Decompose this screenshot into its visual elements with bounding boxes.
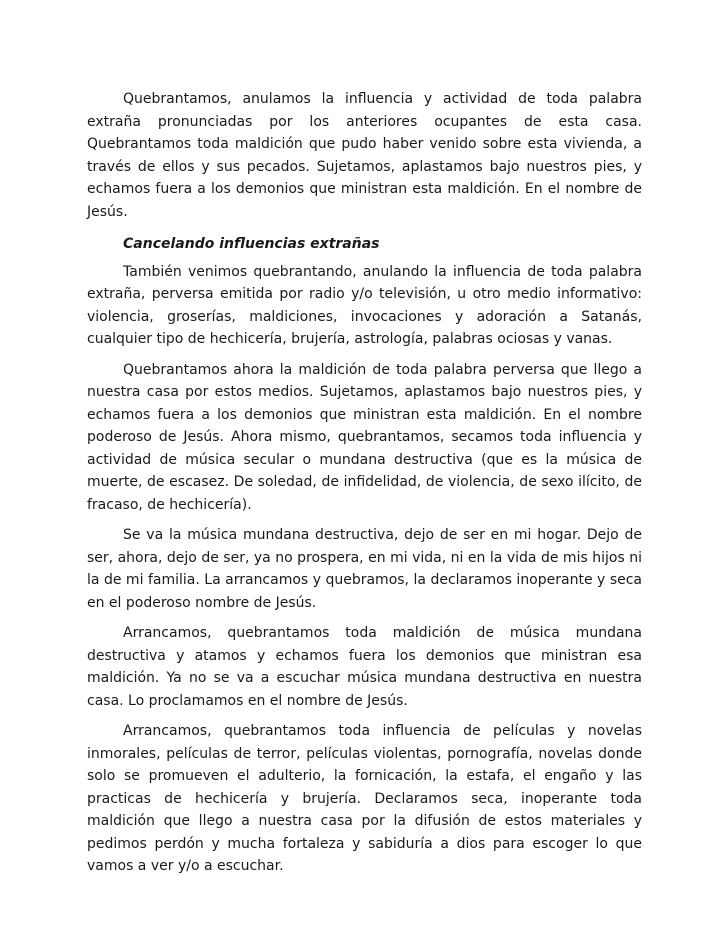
body-paragraph-4: Arrancamos, quebrantamos toda maldición de música mundana destructiva y atamos y echamos fuera los demonios que ministran esa maldición. Ya no se va a escuchar música mundana destructiva en nuestra casa. Lo proclamamos en el nombre de Jesús.: [87, 625, 642, 709]
intro-block: [87, 88, 642, 223]
body-paragraph-1: También venimos quebrantando, anulando la influencia de toda palabra extraña, perversa emitida por radio y/o televisión, u otro medio informativo: violencia, groserías, maldiciones, invocaciones y adoración a Satanás, cualquier tipo de hechicería, brujería, astrología, palabras ociosas y vanas.: [87, 263, 642, 347]
body-paragraph-5: Arrancamos, quebrantamos toda influencia de películas y novelas inmorales, películas de terror, películas violentas, pornografía, novelas donde solo se promueven el adulterio, la fornicación, la estafa, el engaño y las practicas de hechicería y brujería. Declaramos seca, inoperante toda maldición que llego a nuestra casa por la difusión de estos materiales y pedimos perdón y mucha fortaleza y sabiduría a dios para escoger lo que vamos a ver y/o a escuchar.: [87, 723, 642, 874]
body-paragraph-2: Quebrantamos ahora la maldición de toda palabra perversa que llego a nuestra casa por estos medios. Sujetamos, aplastamos bajo nuestros pies, y echamos fuera a los demonios que ministran esta maldición. En el nombre poderoso de Jesús. Ahora mismo, quebrantamos, secamos toda influencia y actividad de música secular o mundana destructiva (que es la música de muerte, de escasez. De soledad, de infidelidad, de violencia, de sexo ilícito, de fracaso, de hechicería).: [87, 361, 642, 513]
body-paragraph-3: Se va la música mundana destructiva, dejo de ser en mi hogar. Dejo de ser, ahora, dejo de ser, ya no prospera, en mi vida, ni en la vida de mis hijos ni la de mi familia. La arrancamos y quebramos, la declaramos inoperante y seca en el poderoso nombre de Jesús.: [87, 527, 642, 611]
intro-paragraph: Quebrantamos, anulamos la influencia y actividad de toda palabra extraña pronunciadas por los anteriores ocupantes de esta casa. Quebrantamos toda maldición que pudo haber venido sobre esta vivienda, a través de ellos y sus pecados. Sujetamos, aplastamos bajo nuestros pies, y echamos fuera a los demonios que ministran esta maldición. En el nombre de Jesús.: [87, 91, 642, 220]
section-heading: Cancelando influencias extrañas: [123, 236, 380, 252]
section-block: [87, 233, 642, 878]
